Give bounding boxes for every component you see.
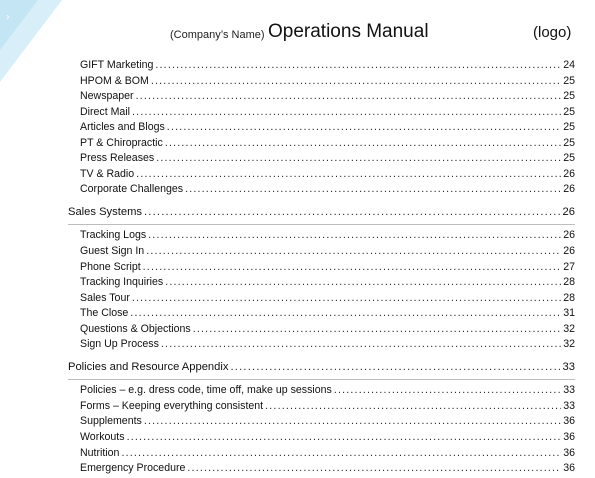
toc-leader-dots	[185, 183, 561, 195]
toc-entry[interactable]	[68, 137, 575, 153]
toc-page-number: 25	[563, 105, 575, 118]
toc-label: Forms – Keeping everything consistent	[80, 399, 264, 412]
toc-entry[interactable]	[68, 183, 575, 199]
toc-leader-dots	[151, 75, 561, 87]
toc-leader-dots	[132, 292, 561, 304]
toc-page-number: 24	[563, 59, 575, 71]
toc-label: Policies and Resource Appendix	[68, 360, 229, 373]
toc-entry[interactable]	[68, 59, 575, 75]
toc-page-number: 25	[563, 152, 575, 165]
toc-entry[interactable]	[68, 121, 575, 137]
toc-leader-dots	[144, 206, 561, 218]
toc-entry[interactable]	[68, 168, 575, 184]
section-divider	[68, 379, 575, 380]
toc-label: GIFT Marketing	[80, 59, 154, 71]
toc-page-number: 36	[563, 431, 575, 444]
toc-label: Tracking Logs	[80, 229, 147, 242]
toc-leader-dots	[130, 307, 561, 319]
toc-entry[interactable]	[68, 323, 575, 339]
toc-page-number: 32	[563, 338, 575, 351]
toc-entry[interactable]	[68, 261, 575, 277]
toc-entry[interactable]	[68, 292, 575, 308]
toc-leader-dots	[161, 338, 561, 350]
toc-label: Press Releases	[80, 152, 155, 165]
toc-label: Nutrition	[80, 446, 120, 459]
table-of-contents	[68, 59, 575, 478]
toc-label: Newspaper	[80, 90, 134, 103]
toc-section-heading[interactable]	[68, 206, 575, 222]
toc-label: Sign Up Process	[80, 338, 159, 351]
toc-entry[interactable]	[68, 90, 575, 106]
toc-leader-dots	[136, 90, 561, 102]
toc-entry[interactable]	[68, 400, 575, 416]
section-gap	[68, 354, 575, 361]
toc-page-number: 25	[563, 90, 575, 103]
toc-page-number: 25	[563, 136, 575, 149]
toc-entry[interactable]	[68, 106, 575, 122]
toc-leader-dots	[265, 400, 561, 412]
toc-label: HPOM & BOM	[80, 74, 149, 87]
toc-label: Phone Script	[80, 260, 141, 273]
toc-label: Tracking Inquiries	[80, 276, 164, 289]
toc-leader-dots	[148, 229, 561, 241]
toc-entry[interactable]	[68, 462, 575, 478]
toc-leader-dots	[144, 415, 561, 427]
toc-page-number: 36	[563, 446, 575, 459]
toc-page-number: 33	[563, 384, 575, 397]
toc-label: Emergency Procedure	[80, 462, 186, 475]
toc-label: Sales Systems	[68, 205, 142, 218]
toc-label: PT & Chiropractic	[80, 136, 163, 149]
toc-page-number: 28	[563, 276, 575, 289]
toc-page-number: 26	[563, 229, 575, 242]
section-gap	[68, 199, 575, 206]
toc-leader-dots	[187, 462, 561, 474]
toc-page-number: 33	[563, 399, 575, 412]
toc-entry[interactable]	[68, 307, 575, 323]
svg-text:›: ›	[6, 12, 10, 23]
toc-leader-dots	[136, 168, 561, 180]
toc-entry[interactable]	[68, 338, 575, 354]
toc-page-number: 26	[563, 183, 575, 196]
toc-leader-dots	[121, 447, 561, 459]
toc-entry[interactable]	[68, 245, 575, 261]
toc-page-number: 28	[563, 291, 575, 304]
toc-entry[interactable]	[68, 384, 575, 400]
page-title: Operations Manual	[268, 21, 429, 42]
toc-page-number: 25	[563, 121, 575, 134]
toc-entry[interactable]	[68, 75, 575, 91]
toc-page-number: 26	[563, 167, 575, 180]
toc-label: TV & Radio	[80, 167, 135, 180]
toc-label: Guest Sign In	[80, 245, 145, 258]
toc-page-number: 36	[563, 462, 575, 475]
toc-leader-dots	[155, 59, 561, 71]
toc-page-number: 27	[563, 260, 575, 273]
toc-entry[interactable]	[68, 447, 575, 463]
toc-page-number: 25	[563, 74, 575, 87]
toc-entry[interactable]	[68, 152, 575, 168]
toc-label: Sales Tour	[80, 291, 130, 304]
toc-label: Supplements	[80, 415, 142, 428]
toc-leader-dots	[127, 431, 561, 443]
toc-leader-dots	[167, 121, 561, 133]
section-divider	[68, 224, 575, 225]
toc-label: Direct Mail	[80, 105, 131, 118]
toc-leader-dots	[334, 384, 561, 396]
toc-section-heading[interactable]	[68, 361, 575, 377]
toc-label: Questions & Objections	[80, 322, 191, 335]
toc-leader-dots	[230, 361, 560, 373]
toc-page-number: 33	[562, 360, 575, 373]
toc-label: Articles and Blogs	[80, 121, 165, 134]
page-header	[0, 20, 595, 48]
toc-leader-dots	[193, 323, 561, 335]
toc-entry[interactable]	[68, 229, 575, 245]
toc-label: Policies – e.g. dress code, time off, make up sessions	[80, 384, 332, 397]
toc-entry[interactable]	[68, 276, 575, 292]
logo-placeholder: (logo)	[533, 24, 572, 41]
toc-leader-dots	[143, 261, 561, 273]
toc-page-number: 36	[563, 415, 575, 428]
toc-page-number: 31	[563, 307, 575, 320]
toc-entry[interactable]	[68, 431, 575, 447]
toc-page-number: 32	[563, 322, 575, 335]
toc-label: The Close	[80, 307, 129, 320]
company-name: (Company’s Name)	[170, 29, 265, 41]
toc-leader-dots	[132, 106, 561, 118]
toc-leader-dots	[156, 152, 561, 164]
toc-label: Corporate Challenges	[80, 183, 184, 196]
toc-entry[interactable]	[68, 415, 575, 431]
toc-leader-dots	[165, 137, 561, 149]
toc-label: Workouts	[80, 431, 125, 444]
toc-leader-dots	[165, 276, 561, 288]
toc-page-number: 26	[563, 245, 575, 258]
toc-leader-dots	[146, 245, 561, 257]
toc-page-number: 26	[562, 205, 575, 218]
